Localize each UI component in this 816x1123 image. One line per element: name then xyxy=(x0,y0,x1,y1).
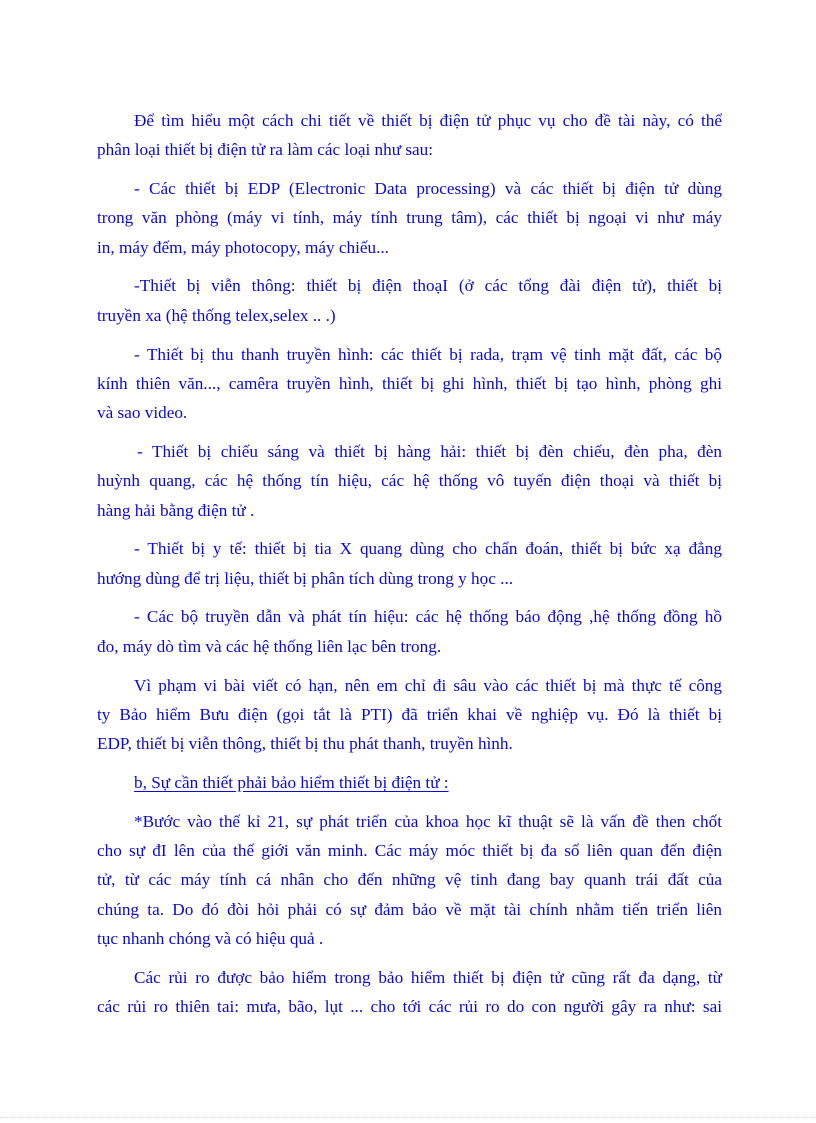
paragraph xyxy=(97,437,722,525)
text-line: - Các bộ truyền dẫn và phát tín hiệu: các hệ thống báo động ,hệ thống đồng hồ xyxy=(134,607,722,627)
text-line: - Thiết bị chiếu sáng và thiết bị hàng hải: thiết bị đèn chiếu, đèn pha, đèn xyxy=(137,441,722,461)
text-line: đo, máy dò tìm và các hệ thống liên lạc bên trong. xyxy=(97,636,442,656)
text-line: in, máy đếm, máy photocopy, máy chiếu... xyxy=(97,237,389,257)
paragraph xyxy=(97,602,722,661)
text-line: tục nhanh chóng và có hiệu quả . xyxy=(97,928,324,948)
text-line: EDP, thiết bị viễn thông, thiết bị thu phát thanh, truyền hình. xyxy=(97,734,513,754)
paragraph xyxy=(97,174,722,262)
paragraph xyxy=(97,807,722,953)
text-line: hàng hải bằng điện tử . xyxy=(97,500,255,520)
text-line: và sao video. xyxy=(97,403,188,423)
text-line: huỳnh quang, các hệ thống tín hiệu, các hệ thống vô tuyến điện thoại và thiết bị xyxy=(97,471,722,491)
text-line: - Thiết bị y tế: thiết bị tia X quang dùng cho chẩn đoán, thiết bị bức xạ đẳng xyxy=(134,539,722,559)
paragraph xyxy=(97,963,722,1022)
text-line: cho sự đI lên của thế giới văn minh. Các máy móc thiết bị đa số liên quan đến điện xyxy=(97,841,722,861)
document-body xyxy=(97,106,722,1031)
page-bottom-divider xyxy=(0,1117,816,1118)
paragraph xyxy=(97,671,722,759)
text-line: phân loại thiết bị điện tử ra làm các loại như sau: xyxy=(97,140,434,160)
paragraph xyxy=(97,534,722,593)
text-line: *Bước vào thế kỉ 21, sự phát triển của khoa học kĩ thuật sẽ là vấn đề then chốt xyxy=(134,811,722,831)
text-line: kính thiên văn..., camêra truyền hình, thiết bị ghi hình, thiết bị tạo hình, phòng ghi xyxy=(97,373,722,393)
text-line: -Thiết bị viễn thông: thiết bị điện thoạI (ở các tổng đài điện tử), thiết bị xyxy=(134,276,722,296)
paragraph xyxy=(97,271,722,330)
text-line: Vì phạm vi bài viết có hạn, nên em chỉ đi sâu vào các thiết bị mà thực tế công xyxy=(134,675,722,695)
text-line: truyền xa (hệ thống telex,selex .. .) xyxy=(97,305,336,325)
paragraph xyxy=(97,106,722,165)
text-line: Để tìm hiểu một cách chi tiết về thiết bị điện tử phục vụ cho đề tài này, có thể xyxy=(134,111,722,130)
text-line: chúng ta. Do đó đòi hỏi phải có sự đảm bảo về mặt tài chính nhằm tiến triển liên xyxy=(97,899,722,919)
text-line: các rủi ro thiên tai: mưa, bão, lụt ... cho tới các rủi ro do con người gây ra như: sai xyxy=(97,997,722,1017)
section-heading-text: b, Sự cần thiết phải bảo hiểm thiết bị điện tử : xyxy=(134,772,449,792)
text-line: ty Bảo hiểm Bưu điện (gọi tắt là PTI) đã triển khai về nghiệp vụ. Đó là thiết bị xyxy=(97,704,722,724)
paragraph xyxy=(97,340,722,428)
text-line: - Thiết bị thu thanh truyền hình: các thiết bị rada, trạm vệ tinh mặt đất, các bộ xyxy=(134,344,722,364)
text-line: - Các thiết bị EDP (Electronic Data processing) và các thiết bị điện tử dùng xyxy=(134,179,722,199)
text-line: hướng dùng để trị liệu, thiết bị phân tích dùng trong y học ... xyxy=(97,568,514,588)
text-line: tử, từ các máy tính cá nhân cho đến những vệ tinh đang bay quanh trái đất của xyxy=(97,870,722,890)
section-heading xyxy=(97,768,722,797)
text-line: trong văn phòng (máy vi tính, máy tính trung tâm), các thiết bị ngoại vi như máy xyxy=(97,208,722,228)
text-line: Các rủi ro được bảo hiểm trong bảo hiểm thiết bị điện tử cũng rất đa dạng, từ xyxy=(134,967,722,987)
